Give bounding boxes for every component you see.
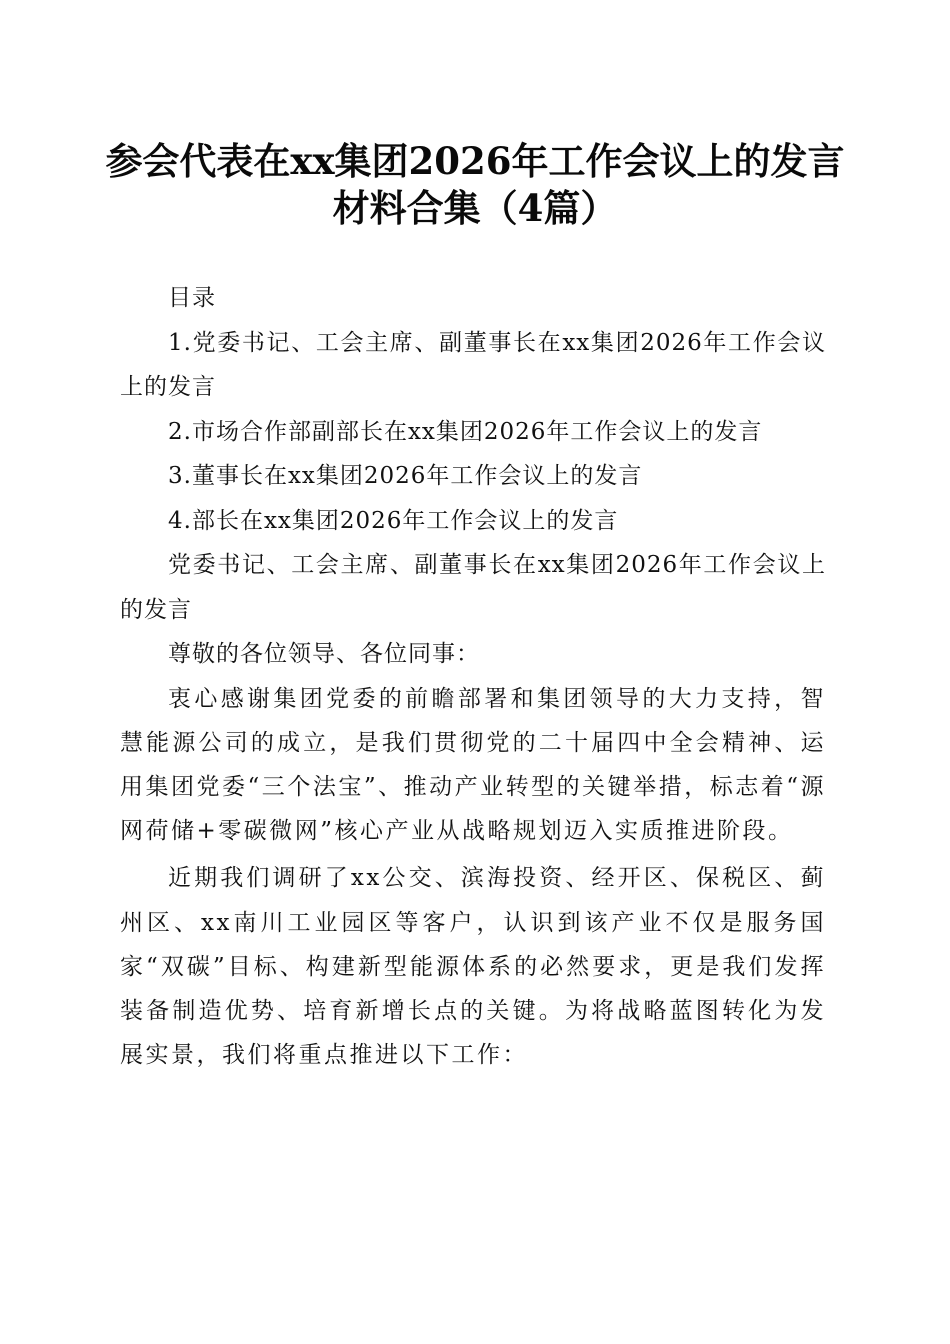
toc-item-2: 2.市场合作部副部长在xx集团2026年工作会议上的发言 (168, 418, 763, 445)
document-title-line-1: 参会代表在xx集团2026年工作会议上的发言 (105, 139, 845, 183)
document-title-line-2: 材料合集（4篇） (332, 186, 618, 230)
body-paragraph-2: 近期我们调研了xx公交、滨海投资、经开区、保税区、蓟州区、xx南川工业园区等客户，认识到该产业不仅是服务国家“双碳”目标、构建新型能源体系的必然要求，更是我们发挥装备制造优势、培育新增长点的关键。为将战略蓝图转化为发展实景，我们将重点推进以下工作： (120, 865, 826, 1069)
toc-heading: 目录 (168, 285, 216, 311)
salutation: 尊敬的各位领导、各位同事： (168, 641, 480, 667)
toc-item-3: 3.董事长在xx集团2026年工作会议上的发言 (168, 463, 643, 489)
toc-item-4: 4.部长在xx集团2026年工作会议上的发言 (168, 507, 619, 534)
body-paragraph-1: 衷心感谢集团党委的前瞻部署和集团领导的大力支持，智慧能源公司的成立，是我们贯彻党的二十届四中全会精神、运用集团党委“三个法宝”、推动产业转型的关键举措，标志着“源网荷储+零碳微网”核心产业从战略规划迈入实质推进阶段。 (120, 685, 826, 845)
document-body (120, 276, 826, 1077)
section-heading: 党委书记、工会主席、副董事长在xx集团2026年工作会议上的发言 (120, 552, 826, 623)
toc-item-1: 1.党委书记、工会主席、副董事长在xx集团2026年工作会议上的发言 (120, 329, 826, 400)
